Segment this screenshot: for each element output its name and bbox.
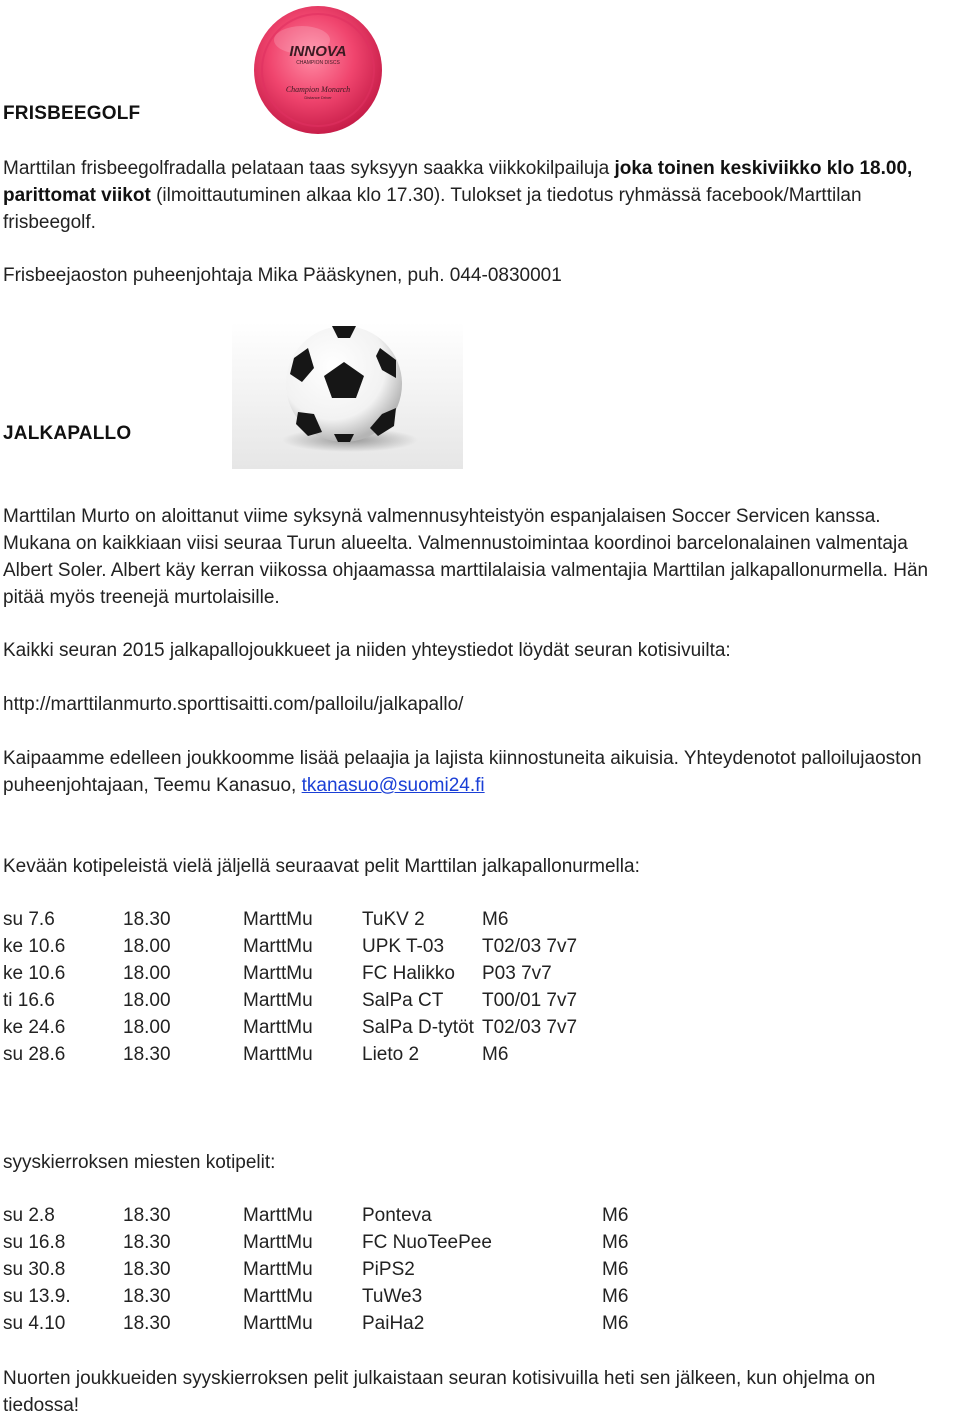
frisbeegolf-heading: FRISBEEGOLF: [3, 103, 141, 124]
game-series: M6: [602, 1232, 629, 1253]
club-website-url: http://marttilanmurto.sporttisaitti.com/palloilu/jalkapallo/: [3, 694, 464, 715]
game-time: 18.30: [123, 1044, 171, 1065]
spring-games-intro: Kevään kotipeleistä vielä jäljellä seuraavat pelit Marttilan jalkapallonurmella:: [3, 856, 640, 877]
game-home-team: MarttMu: [243, 1205, 313, 1226]
game-home-team: MarttMu: [243, 936, 313, 957]
frisbee-p1-d: (ilmoittautuminen alkaa klo 17.30). Tulokset ja tiedotus ryhmässä facebook/Marttilan frisbeegolf.: [3, 185, 862, 233]
frisbee-p1-a: Marttilan frisbeegolfradalla pelataan taas syksyyn saakka viikkokilpailuja: [3, 158, 615, 179]
game-series: T00/01 7v7: [482, 990, 578, 1011]
game-home-team: MarttMu: [243, 1259, 313, 1280]
soccer-ball-image: [232, 322, 463, 469]
football-paragraph-2: Kaikki seuran 2015 jalkapallojoukkueet ja niiden yhteystiedot löydät seuran kotisivuilta:: [3, 640, 731, 661]
autumn-games-intro: syyskierroksen miesten kotipelit:: [3, 1152, 276, 1173]
game-date: su 16.8: [3, 1232, 66, 1253]
game-series: T02/03 7v7: [482, 936, 578, 957]
frisbee-paragraph-2: Frisbeejaoston puheenjohtaja Mika Pääskynen, puh. 044-0830001: [3, 265, 562, 286]
game-date: su 30.8: [3, 1259, 66, 1280]
disc-brand-text: INNOVA: [289, 43, 347, 60]
football-paragraph-3: [3, 745, 953, 799]
game-time: 18.30: [123, 909, 171, 930]
game-home-team: MarttMu: [243, 1017, 313, 1038]
football-p3-text: Kaipaamme edelleen joukkoomme lisää pelaajia ja lajista kiinnostuneita aikuisia. Yhteydenotot palloilujaoston puheenjohtajaan, Teemu Kanasuo,: [3, 748, 922, 796]
disc-model-text: Champion Monarch: [285, 85, 351, 94]
game-date: su 7.6: [3, 909, 55, 930]
game-date: ke 10.6: [3, 936, 66, 957]
frisbee-p1-c: parittomat viikot: [3, 185, 151, 206]
game-time: 18.30: [123, 1313, 171, 1334]
game-away-team: TuKV 2: [362, 909, 425, 930]
frisbee-disc-image: [252, 4, 384, 136]
game-away-team: UPK T-03: [362, 936, 445, 957]
game-time: 18.30: [123, 1259, 171, 1280]
disc-sub-text: CHAMPION DISCS: [296, 60, 340, 66]
email-link[interactable]: tkanasuo@suomi24.fi: [301, 775, 485, 796]
game-series: M6: [602, 1313, 629, 1334]
game-away-team: PaiHa2: [362, 1313, 425, 1334]
game-home-team: MarttMu: [243, 1232, 313, 1253]
game-away-team: PiPS2: [362, 1259, 415, 1280]
game-home-team: MarttMu: [243, 1286, 313, 1307]
game-away-team: SalPa D-tytöt: [362, 1017, 474, 1038]
game-home-team: MarttMu: [243, 909, 313, 930]
game-time: 18.30: [123, 1286, 171, 1307]
frisbee-paragraph-1: [3, 155, 953, 236]
game-away-team: TuWe3: [362, 1286, 423, 1307]
game-series: T02/03 7v7: [482, 1017, 578, 1038]
game-away-team: Lieto 2: [362, 1044, 420, 1065]
jalkapallo-heading: JALKAPALLO: [3, 423, 132, 444]
game-date: su 4.10: [3, 1313, 66, 1334]
game-home-team: MarttMu: [243, 990, 313, 1011]
game-time: 18.00: [123, 1017, 171, 1038]
game-away-team: FC Halikko: [362, 963, 455, 984]
game-series: M6: [482, 909, 509, 930]
game-series: P03 7v7: [482, 963, 552, 984]
game-home-team: MarttMu: [243, 963, 313, 984]
game-time: 18.00: [123, 963, 171, 984]
game-series: M6: [602, 1286, 629, 1307]
game-time: 18.30: [123, 1205, 171, 1226]
game-home-team: MarttMu: [243, 1044, 313, 1065]
game-date: su 2.8: [3, 1205, 55, 1226]
game-series: M6: [602, 1205, 629, 1226]
game-series: M6: [482, 1044, 509, 1065]
disc-caption-text: Distance Driver: [304, 95, 332, 100]
closing-paragraph: Nuorten joukkueiden syyskierroksen pelit julkaistaan seuran kotisivuilla heti sen jälkeen, kun ohjelma on tiedossa!: [3, 1368, 876, 1416]
game-away-team: Ponteva: [362, 1205, 432, 1226]
game-time: 18.00: [123, 936, 171, 957]
football-paragraph-1: Marttilan Murto on aloittanut viime syksynä valmennusyhteistyön espanjalaisen Soccer Servicen kanssa. Mukana on kaikkiaan viisi seuraa Turun alueelta. Valmennustoimintaa koordinoi barcelonalainen valmentaja Albert Soler. Albert käy kerran viikossa ohjaamassa marttilalaisia valmentajia Marttilan jalkapallonurmella. Hän pitää myös treenejä murtolaisille.: [3, 506, 929, 608]
game-time: 18.00: [123, 990, 171, 1011]
game-date: su 13.9.: [3, 1286, 71, 1307]
game-away-team: FC NuoTeePee: [362, 1232, 492, 1253]
game-away-team: SalPa CT: [362, 990, 444, 1011]
frisbee-p1-b: joka toinen keskiviikko klo 18.00,: [614, 158, 913, 179]
game-date: ti 16.6: [3, 990, 55, 1011]
game-date: su 28.6: [3, 1044, 66, 1065]
game-series: M6: [602, 1259, 629, 1280]
game-time: 18.30: [123, 1232, 171, 1253]
game-home-team: MarttMu: [243, 1313, 313, 1334]
game-date: ke 10.6: [3, 963, 66, 984]
game-date: ke 24.6: [3, 1017, 66, 1038]
